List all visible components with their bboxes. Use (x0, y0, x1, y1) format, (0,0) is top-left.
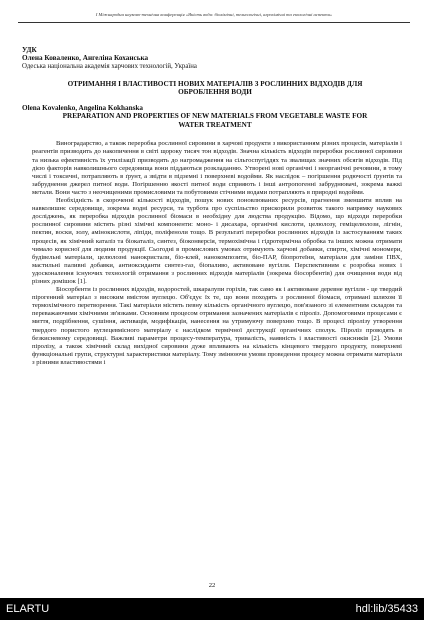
authors-ua: Олена Коваленко, Ангеліна Коханська (22, 54, 149, 63)
repository-name[interactable]: ELARTU (6, 603, 50, 615)
page-number: 22 (208, 582, 216, 589)
title-en: PREPARATION AND PROPERTIES OF NEW MATERIALS FROM VEGETABLE WASTE FOR WATER TREATMENT (62, 112, 368, 129)
paragraph: Виноградарство, а також переробка рослинної сировини в харчові продукти з використанням різних процесів, матеріалів і реагентів призводить до накопичення в світі щороку тисяч тон відходів. Значна кількість відходів переробки рослинної сировини та низька ефективність їх утилізації призводять до нагромадження на сільгоспугіддях та звалищах значних обсягів відходів. Під дією факторів навколишнього середовища вони піддаються розкладанню. Утворені нові органічні і неорганічні речовини, в тому числі і токсичні, потрапляють в ґрунт, а звідти в підземні і поверхневі водойми. Як наслідок – погіршення родючості ґрунтів та забруднення джерел питної води. Погіршенню якості питної води сприяють і інші антропогенні забруднювачі, зокрема важкі метали. Вони часто з неочищеними промисловими та побутовими стічними водами потрапляють в природні водойми. (32, 140, 402, 196)
title-ua: ОТРИМАННЯ І ВЛАСТИВОСТІ НОВИХ МАТЕРІАЛІВ З РОСЛИННИХ ВІДХОДІВ ДЛЯ ОБРОБЛЕННЯ ВОДИ (67, 79, 363, 97)
repository-footer-bar (0, 598, 424, 620)
authors-en: Olena Kovalenko, Angelina Kokhanska (22, 103, 144, 112)
paragraph: Біосорбенти із рослинних відходів, водоростей, шкаралупи горіхів, так само як і активоване деревне вугілля - це твердий пірогенний матеріал з високим вмістом вуглецю. Об'єдує їх те, що вони походять з рослинної біомаси, отримані шляхом її термохімічного перетворення. Такі матеріали містять певну кількість органічного вуглецю, пов'язаного зі елементним складом та переважаючими хімічними зв'язками. Основним процесом отримання зазначених матеріалів є піроліз. Допомоговими процесами є миття, подрібнення, сушіння, активація, модифікація, нанесення на утримуючу поверхню тощо. В процесі піролізу утворення твердого пористого вуглецевмісного матеріалу є наслідком термічної деструкції органічних сполук. Піроліз проводять в безкисневому середовищі. Важливі параметри процесу-температура, тривалість, наявність і властивості окисників [2]. Умови піролізу, а також хімічний склад вихідної сировини дуже впливають на кількість кінцевого твердого продукту, поверхневі функціональні групи, структурні характеристики матеріалу. Тому змінюючи умови проведення процесу можна отримати матеріали з різними властивостями і (32, 286, 402, 366)
running-header: І Міжнародна науково-технічна конференція «Якість води: біохімічні, технологічні, агрохімічні та екологічні аспекти» (18, 8, 410, 23)
affiliation-ua: Одеська національна академія харчових технологій, Україна (22, 62, 197, 70)
paper-body (22, 46, 408, 367)
paragraph: Необхідність в скороченні кількості відходів, пошук нових поновлюваних ресурсів, прагнення зменшити вплив на навколишнє середовище, зокрема водні ресурси, та турбота про суспільство прискорили розвиток такого напрямку наукових досліджень, як переробка відходів рослинної біомаси в необхідну для людства продукцію. Відомо, що відходи переробки рослинної сировини містять різні хімічні компоненти: моно- і дисахара, органічні кислоти, целюлозу, геміцелюлози, лігнін, пектин, воски, золу, амінокислоти, ліпіди, поліфеноли тощо. В результаті переробки рослинних відходів із застосуванням таких процесів, як хімічний каталіз та біокаталіз, синтез, біоконверсія, термохімічна і гідротермічна обробка та інших можна отримати чимало корисної для людини продукції. Сьогодні в промислових умовах отримують харчові добавки, спирти, хімічні мономери, будівельні матеріали, целюлозні нанокристали, біо-клей, нанокомпозити, біо-ПАР, біопротеїни, матеріали для заміни ПВХ, мастильні паливні добавки, антиоксиданти синтез-газ, біопаливо, активоване вугілля. Перспективним є розробка нових і удосконалення існуючих технологій отримання з рослинних відходів матеріалів (зокрема біосорбентів) для очищення води від різних домішок [1]. (32, 197, 402, 285)
handle-identifier[interactable]: hdl:lib/35433 (355, 603, 418, 615)
udk-label: УДК (22, 46, 37, 54)
